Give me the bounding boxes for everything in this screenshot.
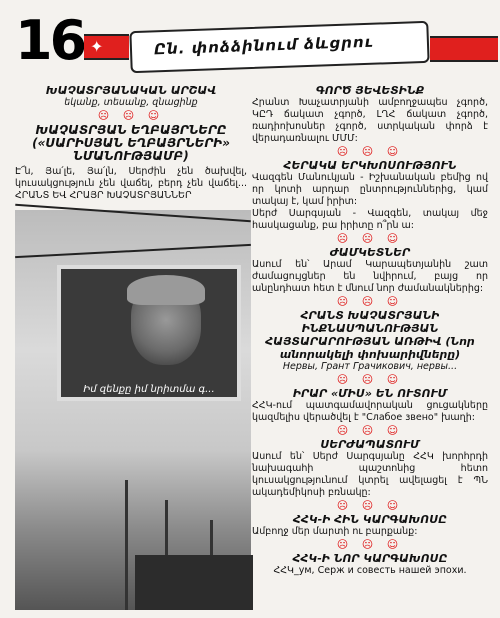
headline-brothers: ԽԱՉԱՏՐՅԱՆ ԵՂԲԱՅՐՆԵՐԸ («ՍԱՐԻՍՅԱՆ ԵՂԲԱՅՐՆԵՐԻ» ՆՄԱՆՈՒԹՅԱՄԲ) [32, 123, 230, 163]
section-title: ԻՐԱՐ «ՄԻՍ» ԵՆ ՈՒՏՈՒՄ [292, 387, 448, 400]
flag-right-icon [430, 36, 498, 62]
faces-icon: ☹ ☹ ☺ [336, 145, 404, 158]
street-pole [125, 480, 128, 610]
faces-icon: ☹ ☹ ☺ [336, 424, 404, 437]
faces-icon: ☹ ☹ ☺ [336, 295, 404, 308]
left-column [15, 84, 247, 202]
section-title: ՀՀԿ-Ի ՀԻՆ ԿԱՐԳԱԽՈՍԸ [293, 513, 447, 526]
faces-icon: ☹ ☹ ☺ [97, 109, 165, 122]
flag-left-icon: ✦ [84, 34, 129, 60]
section-text: Ասում են՝ Սերժ Սարգսյանը ՀՀԿ խորհրդի նախագահի պաշտոնից հետո կուսակցությունում կտրել ավելացել է ՊՆ ակադեմիկոսի բռնակը: [252, 451, 488, 498]
headline-campaign-sub: եկանք, տեսանք, զնացինք [64, 97, 198, 108]
section-text: ՀՀԿ-ում պատգամավորական ցուցակները կազմելիս վերածվել է "Слабое звено" խաղի: [252, 400, 488, 423]
section-text: Нервы, Грант Грачикович, нервы... [282, 361, 458, 372]
power-line [15, 244, 251, 258]
banner-text: Ըն. փոձձինում ձևցրու [153, 32, 374, 59]
section-title: ՀՐԱՆՏ ԽԱՉԱՏՐՅԱՆԻ ԻՆՔՆԱՍՊԱՆՈՒԹՅԱՆ ՀԱՅՏԱՐԱՐՈՒԹՅԱՆ ԱՌԹԻՎ (Նոր անորակելի փոխարիվները) [265, 309, 475, 361]
faces-icon: ☹ ☹ ☺ [336, 373, 404, 386]
billboard-caption: Իմ զենքը իմ նրիտմա գ... [83, 384, 215, 395]
faces-icon: ☹ ☹ ☺ [336, 538, 404, 551]
faces-icon: ☹ ☹ ☺ [336, 499, 404, 512]
street-billboard-photo [15, 210, 251, 610]
headline-campaign: ԽԱՉԱՏՐՅԱՆԱԿԱՆ ԱՐՇԱՎ [45, 84, 217, 97]
road [135, 555, 253, 610]
portrait-hair [127, 275, 205, 305]
brothers-text: Է՜ն, Յա՛լե, Յա՛լն, Սերժին չեն ծախվել, կուսակցություն չեն վաճել, բերդ չեն վաճել... ՀՐԱՆՏ ԵՎ ՀՐԱՅՐ ԽԱՉԱՏՐՅԱՆՆԵՐ [15, 166, 247, 201]
title-banner [129, 21, 429, 73]
page-number: 16 [15, 9, 85, 72]
section-title: ԳՈՐԾ ՅԵՎԵՏԻՆՔ [315, 84, 425, 97]
section-text: Հրանտ Խաչատրյանի ամբողջապես չգործ, ԿԸԴ ճակատ չգործ, ԼՂՀ ճակատ չգործ, ռադիոխոսներ չգործ, ստրկական փորձ է վերադառնալու ՄՄՄ: [252, 97, 488, 144]
section-text: Ամբողջ մեր մարտի ու բարքանք: [252, 526, 418, 537]
section-text: ՀՀԿ_ум, Серж и совесть нашей эпохи. [273, 565, 467, 576]
power-line [15, 204, 251, 222]
section-text: Վազգեն Մանուկյան - Իշխանական բեմից ով որ կոտի արդար ընտրություններից, կամ տակայ է, կամ իրիտ: [252, 172, 488, 207]
faces-icon: ☹ ☹ ☺ [336, 232, 404, 245]
section-text: Ասում են՝ Արամ Կարապետյանին շատ ժամացույցներ են նվիրում, բայց որ անընդհատ հետ է մնում նոր ժամանակներից: [252, 259, 488, 294]
billboard [57, 265, 241, 401]
section-title: ՍԵՐԺԱՊԱՏՈՒՄ [320, 438, 420, 451]
right-column [252, 84, 488, 577]
section-title: ՀՀԿ-Ի ՆՈՐ ԿԱՐԳԱԽՈՍԸ [292, 552, 448, 565]
section-title: ՀԵՐԱԿԱ ԵՐԿԽՈՍՈՒԹՅՈՒՆ [283, 159, 457, 172]
section-text: Սերժ Սարգսյան - Վազգեն, տակայ մեջ հասկացանք, բա իրիտը ո՞րն ա: [252, 208, 488, 231]
section-title: ԺԱՄԿԵՏՆԵՐ [329, 246, 411, 259]
masthead [0, 0, 500, 80]
